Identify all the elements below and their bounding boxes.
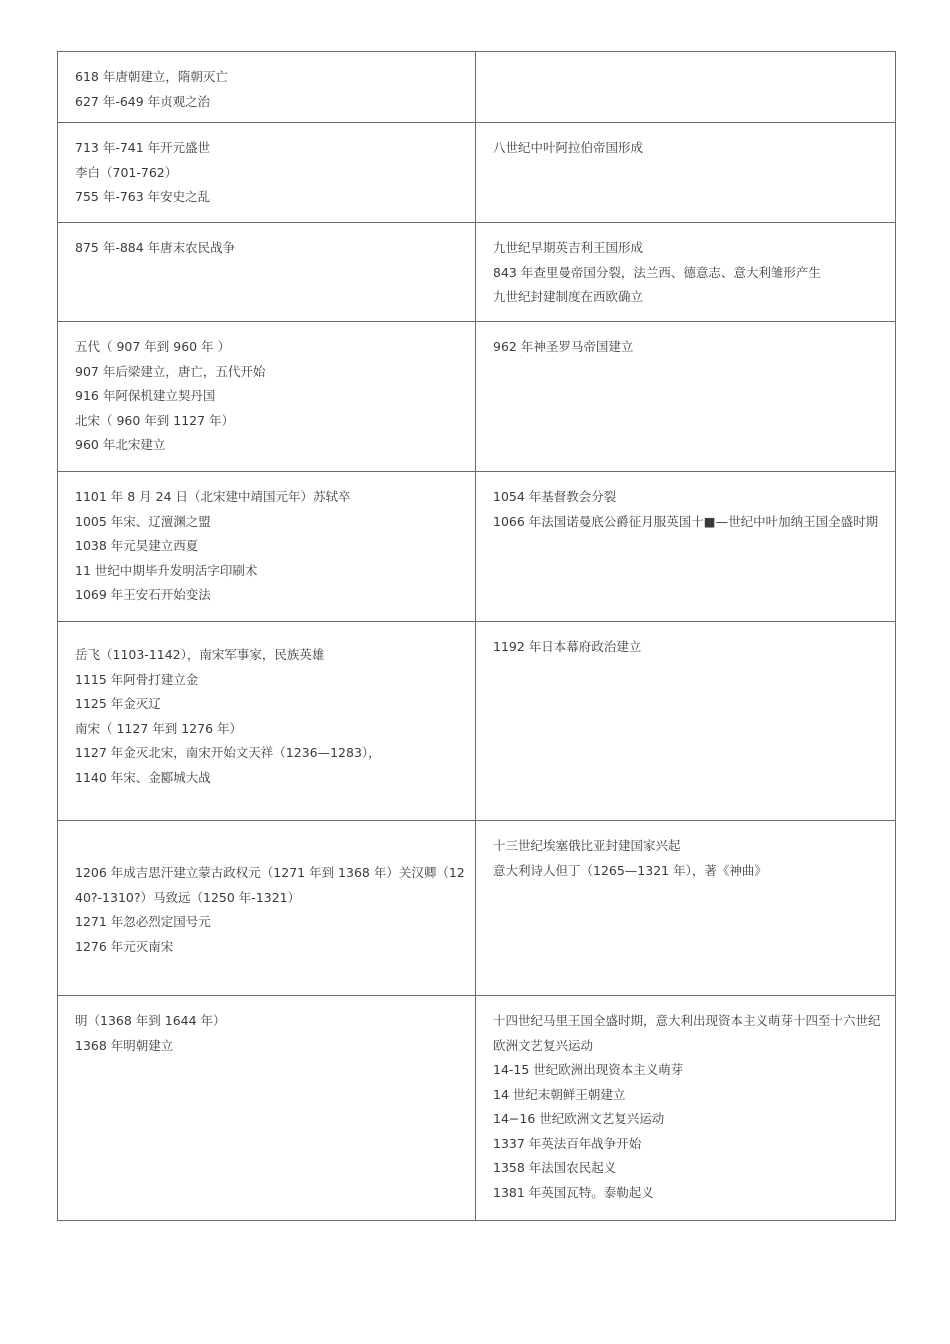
event-line: 1038 年元昊建立西夏 — [75, 538, 199, 553]
event-line: 1192 年日本幕府政治建立 — [493, 639, 642, 654]
china-events-cell — [58, 123, 476, 223]
event-line: 11 世纪中期毕升发明活字印刷术 — [75, 562, 258, 578]
event-line: 627 年-649 年贞观之治 — [75, 93, 211, 109]
china-events-cell — [58, 322, 476, 472]
event-line: 1005 年宋、辽澶渊之盟 — [75, 513, 211, 529]
history-timeline-table — [57, 51, 896, 1221]
world-events-cell — [476, 622, 896, 821]
event-line: 907 年后梁建立，唐亡，五代开始 — [75, 363, 266, 379]
event-line: 1381 年英国瓦特。泰勒起义 — [493, 1184, 654, 1200]
event-line: 九世纪封建制度在西欧确立 — [493, 289, 644, 304]
event-line: 1125 年金灭辽 — [75, 696, 161, 711]
timeline-row — [58, 472, 896, 622]
timeline-row — [58, 322, 896, 472]
event-line: 明（1368 年到 1644 年） — [75, 1013, 226, 1028]
event-line: 八世纪中叶阿拉伯帝国形成 — [493, 140, 644, 155]
event-line: 1358 年法国农民起义 — [493, 1160, 617, 1175]
timeline-row — [58, 996, 896, 1221]
event-line: 713 年-741 年开元盛世 — [75, 140, 211, 155]
timeline-row — [58, 821, 896, 996]
event-line: 五代（ 907 年到 960 年 ） — [75, 339, 231, 354]
event-line: 14−16 世纪欧洲文艺复兴运动 — [493, 1111, 665, 1126]
event-line: 14-15 世纪欧洲出现资本主义萌芽 — [493, 1062, 684, 1077]
world-events-cell — [476, 223, 896, 322]
event-line: 1115 年阿骨打建立金 — [75, 671, 199, 687]
event-line: 1337 年英法百年战争开始 — [493, 1135, 642, 1151]
china-events-cell — [58, 223, 476, 322]
world-events-cell — [476, 52, 896, 123]
event-line: 李白（701-762） — [75, 164, 178, 180]
event-line: 1368 年明朝建立 — [75, 1037, 174, 1053]
event-line: 755 年-763 年安史之乱 — [75, 189, 211, 204]
event-line: 1101 年 8 月 24 日（北宋建中靖国元年）苏轼卒 — [75, 489, 351, 504]
event-line: 十四世纪马里王国全盛时期，意大利出现资本主义萌芽十四至十六世纪欧洲文艺复兴运动 — [493, 1013, 881, 1053]
event-line: 962 年神圣罗马帝国建立 — [493, 339, 634, 354]
event-line: 1276 年元灭南宋 — [75, 938, 174, 954]
event-line: 1271 年忽必烈定国号元 — [75, 914, 211, 929]
event-line: 岳飞（1103-1142），南宋军事家，民族英雄 — [75, 647, 325, 662]
event-line: 960 年北宋建立 — [75, 437, 166, 452]
timeline-row — [58, 123, 896, 223]
event-line: 875 年-884 年唐末农民战争 — [75, 240, 236, 255]
event-line: 618 年唐朝建立，隋朝灭亡 — [75, 69, 228, 84]
world-events-cell — [476, 322, 896, 472]
timeline-row — [58, 622, 896, 821]
event-line: 843 年查里曼帝国分裂，法兰西、德意志、意大利雏形产生 — [493, 264, 821, 280]
event-line: 南宋（ 1127 年到 1276 年） — [75, 720, 243, 736]
event-line: 意大利诗人但丁（1265—1321 年），著《神曲》 — [493, 862, 767, 878]
china-events-cell — [58, 821, 476, 996]
event-line: 1140 年宋、金郾城大战 — [75, 769, 211, 785]
timeline-row — [58, 52, 896, 123]
world-events-cell — [476, 996, 896, 1221]
event-line: 1054 年基督教会分裂 — [493, 489, 617, 504]
event-line: 1127 年金灭北宋，南宋开始文天祥（1236—1283）， — [75, 745, 381, 760]
china-events-cell — [58, 996, 476, 1221]
china-events-cell — [58, 472, 476, 622]
event-line: 1066 年法国诺曼底公爵征月服英国十■—世纪中叶加纳王国全盛时期 — [493, 513, 879, 529]
event-line: 十三世纪埃塞俄比亚封建国家兴起 — [493, 838, 681, 853]
timeline-body — [58, 52, 896, 1221]
world-events-cell — [476, 123, 896, 223]
china-events-cell — [58, 52, 476, 123]
event-line: 916 年阿保机建立契丹国 — [75, 388, 216, 403]
timeline-row — [58, 223, 896, 322]
event-line: 九世纪早期英吉利王国形成 — [493, 240, 644, 255]
china-events-cell — [58, 622, 476, 821]
event-line: 1069 年王安石开始变法 — [75, 587, 211, 602]
world-events-cell — [476, 472, 896, 622]
event-line: 14 世纪末朝鲜王朝建立 — [493, 1086, 626, 1102]
event-line: 北宋（ 960 年到 1127 年） — [75, 412, 235, 428]
event-line: 1206 年成吉思汗建立蒙古政权元（1271 年到 1368 年）关汉卿（1240?-1310?）马致远（1250 年-1321） — [75, 865, 465, 905]
world-events-cell — [476, 821, 896, 996]
